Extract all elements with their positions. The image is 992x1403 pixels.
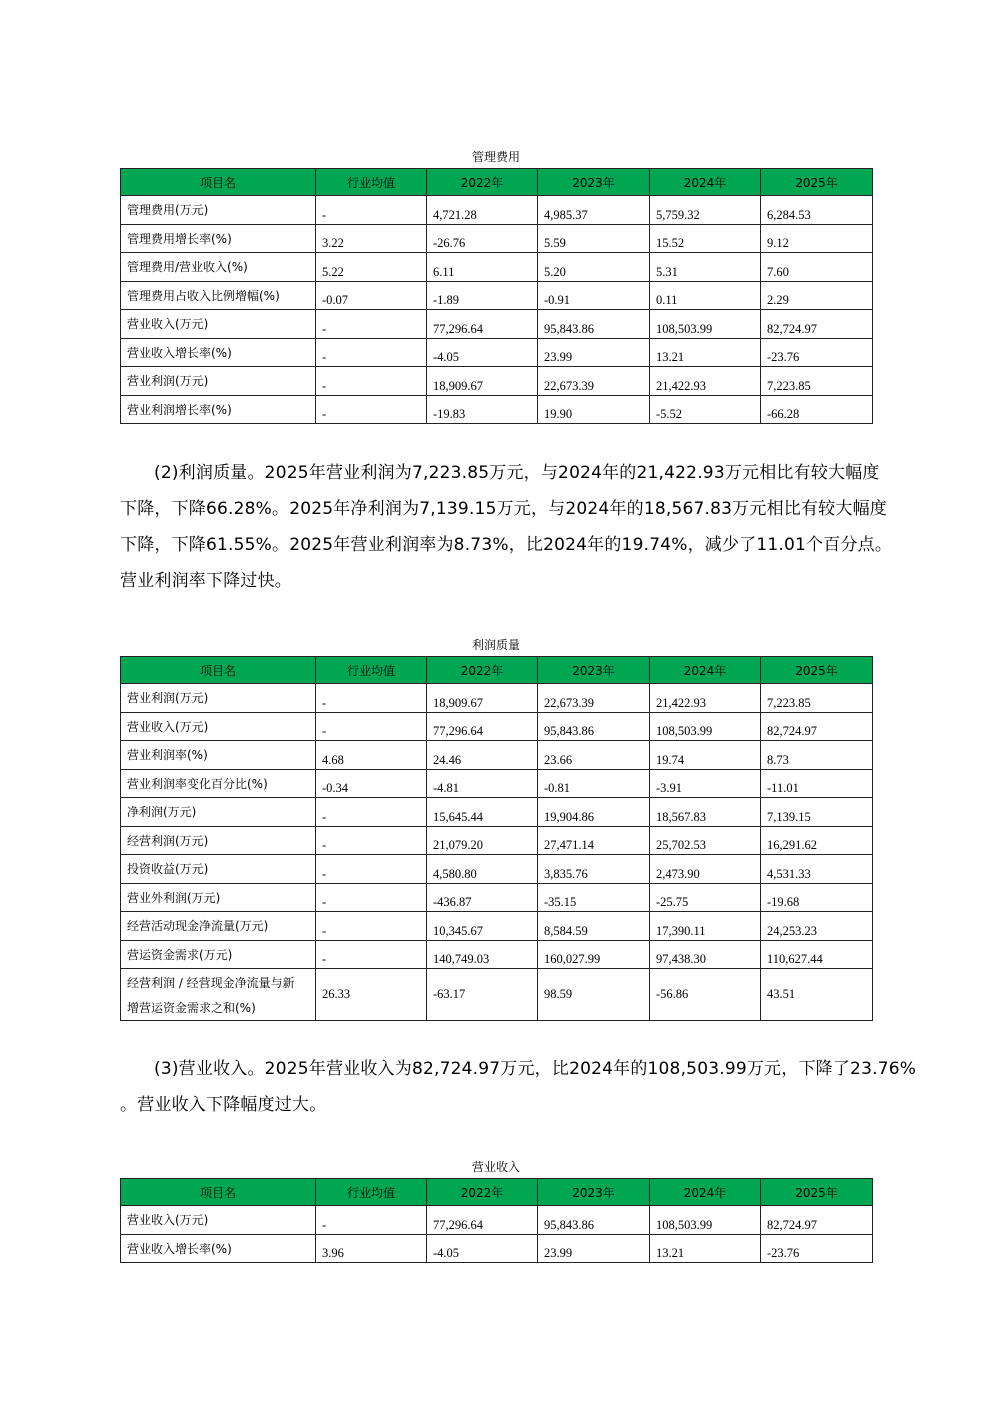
cell-2025: 7,223.85: [761, 684, 873, 713]
cell-2025: -19.68: [761, 883, 873, 912]
cell-2025: 24,253.23: [761, 912, 873, 941]
table-row: [121, 712, 873, 741]
header-2024: 2024年: [650, 1179, 761, 1206]
cell-2024: 15.52: [650, 224, 761, 253]
cell-2024: -56.86: [650, 969, 761, 1021]
cell-2023: 95,843.86: [538, 712, 650, 741]
header-2024: 2024年: [650, 169, 761, 196]
cell-2024: 108,503.99: [650, 1206, 761, 1235]
cell-2022: -63.17: [427, 969, 538, 1021]
paragraph-line: 营业利润率下降过快。: [120, 571, 292, 591]
cell-2022: -4.81: [427, 769, 538, 798]
cell-2025: 8.73: [761, 741, 873, 770]
cell-2024: -3.91: [650, 769, 761, 798]
cell-2024: 25,702.53: [650, 826, 761, 855]
header-2023: 2023年: [538, 1179, 650, 1206]
paragraph-line: 下降，下降66.28%。2025年净利润为7,139.15万元，与2024年的18,567.83万元相比有较大幅度: [120, 499, 887, 519]
cell-2024: 17,390.11: [650, 912, 761, 941]
table-row: [121, 1234, 873, 1263]
row-label: 营业收入增长率(%): [121, 338, 316, 367]
cell-2024: -5.52: [650, 395, 761, 424]
table-row: [121, 395, 873, 424]
cell-industry-avg: -: [316, 883, 427, 912]
cell-2022: 77,296.64: [427, 712, 538, 741]
cell-2024: 5.31: [650, 253, 761, 282]
table-body: [121, 1206, 873, 1263]
table-row: [121, 940, 873, 969]
cell-2024: 13.21: [650, 1234, 761, 1263]
header-item-name: 项目名: [121, 169, 316, 196]
cell-industry-avg: -: [316, 196, 427, 225]
header-2025: 2025年: [761, 169, 873, 196]
table-row: [121, 196, 873, 225]
cell-2022: -436.87: [427, 883, 538, 912]
cell-2025: 110,627.44: [761, 940, 873, 969]
cell-2022: 18,909.67: [427, 367, 538, 396]
cell-2023: 3,835.76: [538, 855, 650, 884]
row-label: [121, 969, 316, 1021]
cell-industry-avg: -: [316, 1206, 427, 1235]
cell-2023: 23.66: [538, 741, 650, 770]
revenue-table: [120, 1178, 873, 1263]
table-row: [121, 310, 873, 339]
table-row: [121, 224, 873, 253]
cell-2024: 21,422.93: [650, 367, 761, 396]
paragraph-line: (3)营业收入。2025年营业收入为82,724.97万元，比2024年的108,503.99万元，下降了23.76%: [154, 1059, 917, 1079]
row-label: 营业利润(万元): [121, 367, 316, 396]
profit-quality-table: [120, 656, 873, 1021]
cell-2025: -23.76: [761, 1234, 873, 1263]
cell-industry-avg: 3.22: [316, 224, 427, 253]
cell-2023: 19,904.86: [538, 798, 650, 827]
cell-2023: -35.15: [538, 883, 650, 912]
cell-2023: 5.20: [538, 253, 650, 282]
cell-2025: 82,724.97: [761, 712, 873, 741]
cell-2024: 97,438.30: [650, 940, 761, 969]
cell-2025: 82,724.97: [761, 1206, 873, 1235]
header-2022: 2022年: [427, 169, 538, 196]
cell-industry-avg: -: [316, 855, 427, 884]
table-body-last: [121, 969, 873, 1021]
row-label: 经营利润(万元): [121, 826, 316, 855]
header-2025: 2025年: [761, 657, 873, 684]
table-header: [121, 657, 873, 684]
table-header: [121, 169, 873, 196]
row-label: 营业收入增长率(%): [121, 1234, 316, 1263]
cell-2022: 24.46: [427, 741, 538, 770]
table-caption-admin-expense: 管理费用: [471, 150, 520, 164]
row-label: 营业收入(万元): [121, 712, 316, 741]
cell-2022: -4.05: [427, 338, 538, 367]
header-2023: 2023年: [538, 169, 650, 196]
cell-2024: -25.75: [650, 883, 761, 912]
cell-industry-avg: 26.33: [316, 969, 427, 1021]
header-2025: 2025年: [761, 1179, 873, 1206]
cell-2025: -23.76: [761, 338, 873, 367]
row-label: 管理费用占收入比例增幅(%): [121, 281, 316, 310]
table-row: [121, 741, 873, 770]
cell-industry-avg: -: [316, 338, 427, 367]
cell-2024: 2,473.90: [650, 855, 761, 884]
row-label: 经营活动现金净流量(万元): [121, 912, 316, 941]
cell-2022: 18,909.67: [427, 684, 538, 713]
header-item-name: 项目名: [121, 657, 316, 684]
cell-2023: 4,985.37: [538, 196, 650, 225]
cell-industry-avg: -: [316, 310, 427, 339]
cell-2025: 2.29: [761, 281, 873, 310]
cell-2022: 10,345.67: [427, 912, 538, 941]
table-caption-profit-quality: 利润质量: [471, 638, 520, 652]
cell-2022: 6.11: [427, 253, 538, 282]
cell-2022: 4,580.80: [427, 855, 538, 884]
cell-industry-avg: -: [316, 826, 427, 855]
paragraph-revenue: [120, 1051, 917, 1123]
table-row: [121, 1206, 873, 1235]
cell-2024: 0.11: [650, 281, 761, 310]
cell-2023: 23.99: [538, 1234, 650, 1263]
cell-2023: 5.59: [538, 224, 650, 253]
header-2024: 2024年: [650, 657, 761, 684]
row-label: 营业利润(万元): [121, 684, 316, 713]
cell-2023: 98.59: [538, 969, 650, 1021]
row-label: 管理费用增长率(%): [121, 224, 316, 253]
cell-2025: 7.60: [761, 253, 873, 282]
cell-industry-avg: -0.07: [316, 281, 427, 310]
row-label: 营运资金需求(万元): [121, 940, 316, 969]
cell-industry-avg: -: [316, 684, 427, 713]
table-row: [121, 338, 873, 367]
table-body: [121, 684, 873, 969]
table-body: [121, 196, 873, 424]
table-row: [121, 826, 873, 855]
cell-2025: -66.28: [761, 395, 873, 424]
cell-industry-avg: -0.34: [316, 769, 427, 798]
header-industry-avg: 行业均值: [316, 1179, 427, 1206]
table-row: [121, 883, 873, 912]
cell-2022: 77,296.64: [427, 1206, 538, 1235]
cell-2024: 108,503.99: [650, 310, 761, 339]
row-label: 营业收入(万元): [121, 310, 316, 339]
cell-2023: 22,673.39: [538, 367, 650, 396]
header-industry-avg: 行业均值: [316, 657, 427, 684]
cell-2023: -0.81: [538, 769, 650, 798]
header-industry-avg: 行业均值: [316, 169, 427, 196]
cell-2022: 77,296.64: [427, 310, 538, 339]
header-2022: 2022年: [427, 657, 538, 684]
cell-2024: 21,422.93: [650, 684, 761, 713]
table-row: [121, 969, 873, 1021]
table-caption-revenue: 营业收入: [471, 1160, 520, 1174]
cell-2025: 9.12: [761, 224, 873, 253]
row-label: 净利润(万元): [121, 798, 316, 827]
cell-2025: 16,291.62: [761, 826, 873, 855]
cell-2022: 15,645.44: [427, 798, 538, 827]
cell-2023: 22,673.39: [538, 684, 650, 713]
cell-2024: 5,759.32: [650, 196, 761, 225]
row-label: 营业收入(万元): [121, 1206, 316, 1235]
cell-2022: -1.89: [427, 281, 538, 310]
cell-2022: 21,079.20: [427, 826, 538, 855]
paragraph-line: (2)利润质量。2025年营业利润为7,223.85万元，与2024年的21,422.93万元相比有较大幅度: [154, 463, 880, 483]
admin-expense-table: [120, 168, 873, 424]
cell-2025: 7,139.15: [761, 798, 873, 827]
cell-2024: 108,503.99: [650, 712, 761, 741]
cell-2023: 27,471.14: [538, 826, 650, 855]
cell-2025: 43.51: [761, 969, 873, 1021]
row-label: 管理费用(万元): [121, 196, 316, 225]
row-label-line: 增营运资金需求之和(%): [127, 1000, 256, 1015]
cell-2024: 19.74: [650, 741, 761, 770]
cell-2022: -4.05: [427, 1234, 538, 1263]
table-row: [121, 367, 873, 396]
cell-2025: 6,284.53: [761, 196, 873, 225]
row-label: 营业利润率(%): [121, 741, 316, 770]
cell-2023: -0.91: [538, 281, 650, 310]
cell-2024: 18,567.83: [650, 798, 761, 827]
cell-2022: -26.76: [427, 224, 538, 253]
paragraph-profit-quality: [120, 455, 893, 599]
header-2023: 2023年: [538, 657, 650, 684]
cell-industry-avg: -: [316, 367, 427, 396]
table-row: [121, 769, 873, 798]
row-label: 管理费用/营业收入(%): [121, 253, 316, 282]
cell-2023: 160,027.99: [538, 940, 650, 969]
cell-industry-avg: 4.68: [316, 741, 427, 770]
cell-2025: 4,531.33: [761, 855, 873, 884]
cell-2024: 13.21: [650, 338, 761, 367]
cell-industry-avg: -: [316, 395, 427, 424]
row-label: 营业利润率变化百分比(%): [121, 769, 316, 798]
cell-industry-avg: 3.96: [316, 1234, 427, 1263]
table-row: [121, 855, 873, 884]
cell-industry-avg: 5.22: [316, 253, 427, 282]
row-label: 营业利润增长率(%): [121, 395, 316, 424]
cell-2022: 4,721.28: [427, 196, 538, 225]
table-row: [121, 281, 873, 310]
cell-industry-avg: -: [316, 912, 427, 941]
cell-2023: 95,843.86: [538, 1206, 650, 1235]
table-row: [121, 684, 873, 713]
cell-2023: 19.90: [538, 395, 650, 424]
table-row: [121, 912, 873, 941]
cell-2023: 8,584.59: [538, 912, 650, 941]
cell-2022: 140,749.03: [427, 940, 538, 969]
cell-industry-avg: -: [316, 712, 427, 741]
cell-2022: -19.83: [427, 395, 538, 424]
row-label-line: 经营利润 / 经营现金净流量与新: [127, 975, 295, 990]
cell-industry-avg: -: [316, 798, 427, 827]
paragraph-line: 。营业收入下降幅度过大。: [120, 1095, 327, 1115]
header-item-name: 项目名: [121, 1179, 316, 1206]
cell-2023: 95,843.86: [538, 310, 650, 339]
table-header: [121, 1179, 873, 1206]
row-label: 投资收益(万元): [121, 855, 316, 884]
cell-2023: 23.99: [538, 338, 650, 367]
paragraph-line: 下降，下降61.55%。2025年营业利润率为8.73%，比2024年的19.74%，减少了11.01个百分点。: [120, 535, 893, 555]
table-row: [121, 798, 873, 827]
cell-2025: 82,724.97: [761, 310, 873, 339]
row-label: 营业外利润(万元): [121, 883, 316, 912]
header-2022: 2022年: [427, 1179, 538, 1206]
cell-2025: -11.01: [761, 769, 873, 798]
cell-2025: 7,223.85: [761, 367, 873, 396]
cell-industry-avg: -: [316, 940, 427, 969]
table-row: [121, 253, 873, 282]
